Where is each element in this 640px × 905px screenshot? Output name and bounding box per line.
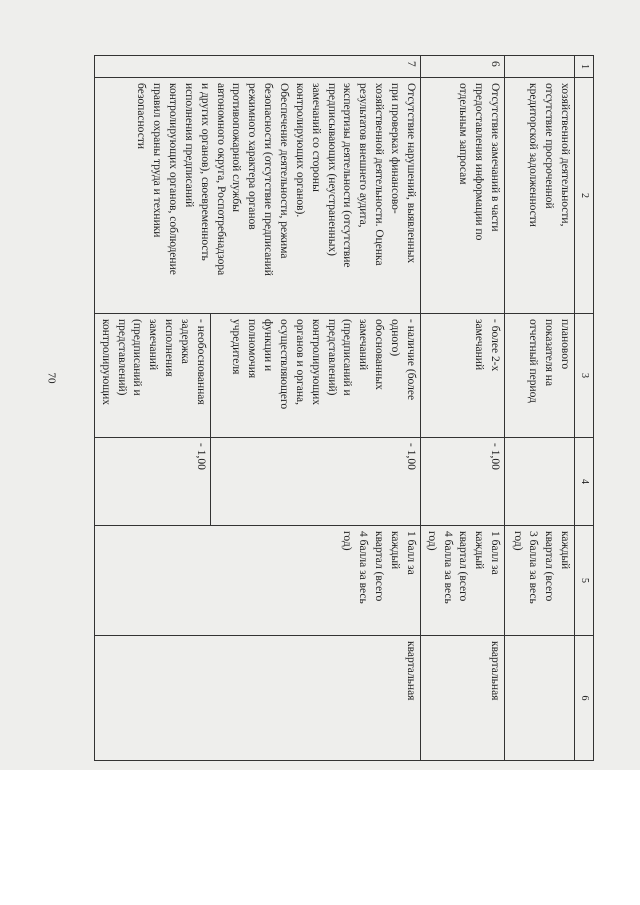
indicator-cell: [94, 314, 420, 438]
criterion-text: хозяйственной деятельности, отсутствие просроченной кредиторской задолженности: [505, 78, 575, 314]
indicator-text: планового показателя на отчетный период: [505, 314, 575, 438]
rotated-table-page: [99, 55, 594, 760]
row-number: 6: [420, 56, 504, 78]
row-number: [505, 56, 575, 78]
page-number: 70: [45, 372, 58, 384]
table-row: [505, 56, 575, 761]
period-text: [505, 636, 575, 761]
table-header-row: [575, 56, 594, 761]
criterion-text: Отсутствие замечаний в части предоставления информации по отдельным запросам: [420, 78, 504, 314]
value-text: [505, 438, 575, 526]
header-col-4: 4: [575, 438, 594, 526]
criterion-text: Отсутствие нарушений, выявленных при проверках финансово- хозяйственной деятельности. Оценка результатов внешнего аудита, экспертизы деятельности (отсутствие предписывающих (неустраненных) замечаний со стороны контролирующих органов). Обеспечение деятельности, режима безопасности (отсутствие предписаний режимного характера органов противопожарной службы автономного округа, Роспотребнадзора и других органов), своевременность исполнения предписаний контролирующих органов, соблюдение правил охраны труда и техники безопасности: [94, 78, 420, 314]
indicator-text: - более 2-х замечаний: [420, 314, 504, 438]
header-col-5: 5: [575, 526, 594, 636]
period-text: квартальная: [94, 636, 420, 761]
criteria-table: [94, 55, 594, 761]
score-text: 1 балл за каждый квартал (всего 4 балла за весь год): [94, 526, 420, 636]
value-text: - 1,00: [210, 438, 420, 525]
score-text: каждый квартал (всего 3 балла за весь год): [505, 526, 575, 636]
header-col-3: 3: [575, 314, 594, 438]
indicator-text: - наличие (более одного) обоснованных замечаний (предписаний и представлений) контролирующих органов и органа, осуществляющего функции и полномочия учредителя: [210, 314, 420, 437]
header-col-1: 1: [575, 56, 594, 78]
value-text: - 1,00: [420, 438, 504, 526]
indicator-text-2: - необоснованная задержка исполнения замечаний (предписаний и представлений) контролирующих: [99, 319, 207, 406]
header-col-2: 2: [575, 78, 594, 314]
score-text: 1 балл за каждый квартал (всего 4 балла за весь год): [420, 526, 504, 636]
table-row: [420, 56, 504, 761]
header-col-6: 6: [575, 636, 594, 761]
value-cell: [94, 438, 420, 526]
value-text-2: - 1,00: [194, 443, 207, 470]
row-number: 7: [94, 56, 420, 78]
table-row: [94, 56, 420, 761]
period-text: квартальная: [420, 636, 504, 761]
